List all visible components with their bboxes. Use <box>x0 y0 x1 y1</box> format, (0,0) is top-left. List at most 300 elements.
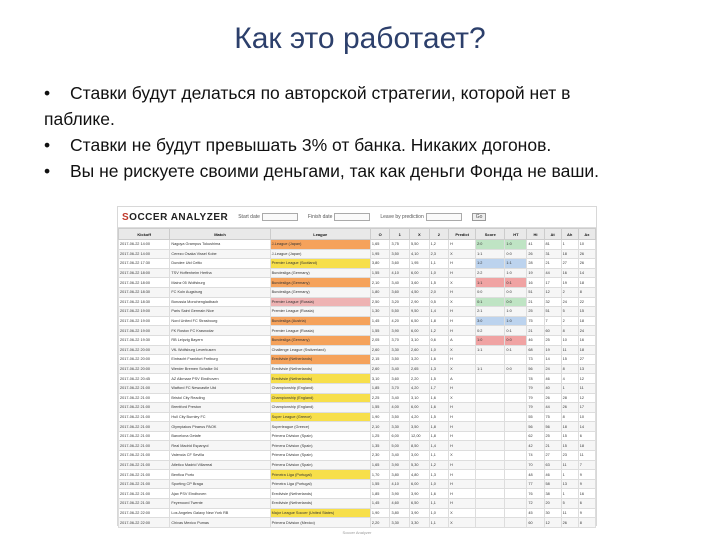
table-cell: 2017-06-22 19:00 <box>119 326 170 336</box>
column-header[interactable]: At <box>544 229 561 240</box>
table-row[interactable] <box>119 364 596 374</box>
table-cell: 1 <box>561 470 578 480</box>
table-cell: 26 <box>561 518 578 528</box>
table-cell: 56 <box>527 422 544 432</box>
table-cell: 81 <box>544 240 561 250</box>
table-cell: 1 <box>561 383 578 393</box>
table-cell: 1,90 <box>370 508 390 518</box>
table-cell: 3,10 <box>410 393 430 403</box>
table-row[interactable] <box>119 345 596 355</box>
table-cell: 1:0 <box>505 268 527 278</box>
table-cell: X <box>449 364 476 374</box>
table-cell: 0:2 <box>476 326 505 336</box>
table-cell: 1,8 <box>429 422 449 432</box>
table-cell: 6,00 <box>410 479 430 489</box>
table-row[interactable] <box>119 278 596 288</box>
table-cell: 56 <box>544 422 561 432</box>
table-row[interactable] <box>119 403 596 413</box>
table-cell: 6,00 <box>410 326 430 336</box>
table-row[interactable] <box>119 479 596 489</box>
table-cell: Hull City Burnley FC <box>170 412 270 422</box>
table-cell: 1,5 <box>429 278 449 288</box>
column-header[interactable]: HT <box>505 229 527 240</box>
table-cell: 1:0 <box>505 240 527 250</box>
table-cell <box>476 374 505 384</box>
table-cell: 16 <box>578 335 595 345</box>
table-cell: Brentford Preston <box>170 403 270 413</box>
table-cell: 2017-06-22 21:30 <box>119 499 170 509</box>
table-cell: 7 <box>578 460 595 470</box>
table-cell: 2017-06-22 21:00 <box>119 441 170 451</box>
table-row[interactable] <box>119 451 596 461</box>
table-cell <box>505 508 527 518</box>
table-cell: 2017-06-22 21:00 <box>119 451 170 461</box>
table-row[interactable] <box>119 297 596 307</box>
table-cell: 1,85 <box>370 383 390 393</box>
table-cell: Ajax PSV Eindhoven <box>170 489 270 499</box>
table-row[interactable] <box>119 355 596 365</box>
column-header[interactable]: Ax <box>578 229 595 240</box>
go-button[interactable]: Go <box>472 213 487 221</box>
table-cell: 3,60 <box>390 259 410 269</box>
table-cell: Primera Division (Spain) <box>270 451 370 461</box>
table-cell: 76 <box>527 489 544 499</box>
table-cell: 1,2 <box>429 240 449 250</box>
table-cell: 3,80 <box>390 508 410 518</box>
table-cell: 46 <box>527 335 544 345</box>
table-cell: RB Leipzig Bayern <box>170 335 270 345</box>
table-cell: 0,6 <box>429 335 449 345</box>
table-cell: 14 <box>544 355 561 365</box>
table-cell: 18 <box>578 316 595 326</box>
table-cell: H <box>449 412 476 422</box>
table-cell: 3,10 <box>410 335 430 345</box>
table-cell: 1:0 <box>505 307 527 317</box>
table-cell: 1,65 <box>370 460 390 470</box>
table-cell: 2017-06-22 21:00 <box>119 460 170 470</box>
table-cell: 2017-06-22 18:30 <box>119 287 170 297</box>
table-cell: 15 <box>561 355 578 365</box>
table-cell: 1:0 <box>505 316 527 326</box>
table-cell: 4,20 <box>410 412 430 422</box>
table-cell: 3,40 <box>390 364 410 374</box>
table-row[interactable] <box>119 287 596 297</box>
table-cell: 6,00 <box>410 403 430 413</box>
table-cell: 3,30 <box>410 518 430 528</box>
table-cell: X <box>449 297 476 307</box>
table-cell: 2017-06-22 21:00 <box>119 470 170 480</box>
table-cell: 3,00 <box>410 451 430 461</box>
table-cell: 1:1 <box>476 249 505 259</box>
table-cell <box>476 412 505 422</box>
table-cell: 24 <box>544 364 561 374</box>
table-cell: Superleague (Greece) <box>270 422 370 432</box>
table-cell: 6 <box>578 431 595 441</box>
table-cell: 0:0 <box>476 287 505 297</box>
table-cell: 26 <box>578 249 595 259</box>
table-cell: 1,2 <box>429 326 449 336</box>
table-cell: 26 <box>527 249 544 259</box>
table-cell: 32 <box>544 297 561 307</box>
table-cell: 2,65 <box>410 364 430 374</box>
table-cell: X <box>449 393 476 403</box>
table-cell: 2,05 <box>370 335 390 345</box>
table-cell: 44 <box>544 403 561 413</box>
table-cell: 1,35 <box>370 441 390 451</box>
table-row[interactable] <box>119 489 596 499</box>
table-cell: 70 <box>527 460 544 470</box>
table-cell: 2017-06-22 21:00 <box>119 422 170 432</box>
table-cell: 3,40 <box>390 393 410 403</box>
table-cell: 42 <box>527 441 544 451</box>
table-cell: 2,90 <box>410 297 430 307</box>
table-cell: 3,60 <box>410 278 430 288</box>
bullet-2: • Ставки не будут превышать 3% от банка. Никаких догонов. <box>44 135 552 155</box>
table-cell: 0,5 <box>429 297 449 307</box>
table-cell: 5,30 <box>410 460 430 470</box>
table-cell: 14 <box>578 268 595 278</box>
table-row[interactable] <box>119 316 596 326</box>
table-cell: H <box>449 431 476 441</box>
table-cell: Mainz 05 Wolfsburg <box>170 278 270 288</box>
table-cell: 48 <box>527 470 544 480</box>
table-cell: 2,25 <box>370 393 390 403</box>
table-row[interactable] <box>119 326 596 336</box>
table-cell: H <box>449 316 476 326</box>
column-header[interactable]: 1 <box>390 229 410 240</box>
table-cell: 24 <box>578 326 595 336</box>
table-cell: 56 <box>527 364 544 374</box>
table-cell: 2017-06-22 20:00 <box>119 355 170 365</box>
table-cell: 8,50 <box>410 441 430 451</box>
table-cell: 1,3 <box>429 364 449 374</box>
column-header[interactable]: Match <box>170 229 270 240</box>
table-cell: 9 <box>578 479 595 489</box>
table-cell: 40 <box>544 383 561 393</box>
table-cell: 13 <box>561 479 578 489</box>
table-cell: 4,50 <box>410 287 430 297</box>
table-cell: 5 <box>561 307 578 317</box>
table-cell: 0:1 <box>505 345 527 355</box>
table-cell: 21 <box>544 259 561 269</box>
table-cell: 3,50 <box>390 249 410 259</box>
table-cell: H <box>449 326 476 336</box>
table-cell: 12 <box>544 287 561 297</box>
table-cell: 26 <box>561 403 578 413</box>
table-cell: 3,30 <box>390 345 410 355</box>
table-cell: Bundesliga (Germany) <box>270 287 370 297</box>
table-cell: 1,0 <box>429 268 449 278</box>
table-cell <box>505 479 527 489</box>
table-cell: FK Rostov FC Krasnodar <box>170 326 270 336</box>
table-cell: 17 <box>544 278 561 288</box>
table-cell: 2,50 <box>370 297 390 307</box>
table-cell: 2017-06-22 22:00 <box>119 508 170 518</box>
table-cell: 2,20 <box>410 374 430 384</box>
table-cell: 16 <box>561 268 578 278</box>
table-cell: 9 <box>578 470 595 480</box>
table-cell: X <box>449 278 476 288</box>
table-row[interactable] <box>119 441 596 451</box>
table-cell: X <box>449 508 476 518</box>
table-cell: 10 <box>578 240 595 250</box>
table-cell: 1,6 <box>429 489 449 499</box>
table-cell: 19 <box>527 268 544 278</box>
table-row[interactable] <box>119 518 596 528</box>
table-cell: 2,60 <box>370 364 390 374</box>
table-cell: 1,4 <box>429 307 449 317</box>
table-cell: 3,60 <box>390 287 410 297</box>
matches-table <box>118 228 596 528</box>
table-cell: 3,20 <box>410 355 430 365</box>
table-cell: 3,80 <box>390 470 410 480</box>
table-cell: H <box>449 383 476 393</box>
table-cell <box>476 460 505 470</box>
table-cell: Primera Division (Spain) <box>270 441 370 451</box>
table-cell: 1,1 <box>429 451 449 461</box>
table-cell: 25 <box>544 335 561 345</box>
table-cell <box>505 451 527 461</box>
table-cell: 2017-06-22 21:00 <box>119 412 170 422</box>
table-cell: 8 <box>578 518 595 528</box>
table-cell <box>505 431 527 441</box>
table-cell <box>476 479 505 489</box>
table-cell: Nord United FC Strasbourg <box>170 316 270 326</box>
prediction-filter[interactable]: Leave by prediction <box>380 213 461 221</box>
table-cell: H <box>449 441 476 451</box>
table-cell: Feyenoord Twente <box>170 499 270 509</box>
table-cell: 1,5 <box>429 374 449 384</box>
table-cell: 5,00 <box>390 441 410 451</box>
table-cell: 51 <box>544 307 561 317</box>
table-cell <box>505 460 527 470</box>
table-cell: 4,10 <box>390 268 410 278</box>
table-cell: 18 <box>578 278 595 288</box>
table-cell: 6,50 <box>410 316 430 326</box>
column-header[interactable]: 2 <box>429 229 449 240</box>
table-cell <box>476 383 505 393</box>
table-cell: 21 <box>527 297 544 307</box>
table-cell: 11 <box>561 345 578 355</box>
table-cell: Bundesliga (Germany) <box>270 278 370 288</box>
table-cell: 1,90 <box>370 412 390 422</box>
table-row[interactable] <box>119 249 596 259</box>
table-cell: 25 <box>544 431 561 441</box>
table-cell: 2017-06-22 18:00 <box>119 268 170 278</box>
table-row[interactable] <box>119 422 596 432</box>
table-cell: 3,70 <box>390 335 410 345</box>
column-header[interactable]: Ah <box>561 229 578 240</box>
table-row[interactable] <box>119 240 596 250</box>
slide-title: Как это работает? <box>234 22 486 55</box>
column-header[interactable]: Score <box>476 229 505 240</box>
table-cell: 3,90 <box>390 326 410 336</box>
table-cell: 77 <box>527 479 544 489</box>
table-cell: 2:0 <box>476 240 505 250</box>
table-cell: 0:1 <box>505 278 527 288</box>
table-row[interactable] <box>119 307 596 317</box>
table-cell: 3,90 <box>410 489 430 499</box>
table-cell: H <box>449 355 476 365</box>
table-cell: Premier League (Russia) <box>270 297 370 307</box>
table-cell: 1,55 <box>370 403 390 413</box>
table-cell: 4,20 <box>390 316 410 326</box>
table-cell: Major League Soccer (United States) <box>270 508 370 518</box>
table-cell <box>505 383 527 393</box>
table-cell: 18 <box>578 441 595 451</box>
table-row[interactable] <box>119 374 596 384</box>
finish-date-field[interactable]: Finish date <box>308 213 370 221</box>
column-header[interactable]: Kickoff <box>119 229 170 240</box>
table-cell: Bundesliga (Germany) <box>270 335 370 345</box>
table-cell: 4 <box>561 374 578 384</box>
table-cell <box>476 518 505 528</box>
table-cell: Premier League (Scotland) <box>270 259 370 269</box>
table-cell: 1:2 <box>476 259 505 269</box>
table-cell: 0:0 <box>505 287 527 297</box>
table-cell: 3,50 <box>390 412 410 422</box>
table-cell: Primeira Liga (Portugal) <box>270 479 370 489</box>
table-row[interactable] <box>119 431 596 441</box>
table-cell <box>505 499 527 509</box>
table-row[interactable] <box>119 460 596 470</box>
table-cell: 25 <box>527 307 544 317</box>
table-cell: 0:0 <box>505 297 527 307</box>
start-date-field[interactable]: Start date <box>238 213 298 221</box>
bullet-3: • Вы не рискуете своими деньгами, так как деньги Фонда не ваши. <box>44 161 599 181</box>
table-row[interactable] <box>119 470 596 480</box>
table-cell: X <box>449 249 476 259</box>
table-cell: 16 <box>527 278 544 288</box>
table-cell: 27 <box>544 451 561 461</box>
table-cell: 0:1 <box>505 326 527 336</box>
table-cell: 28 <box>527 259 544 269</box>
soccer-analyzer-screenshot <box>117 206 597 535</box>
table-row[interactable] <box>119 383 596 393</box>
table-cell <box>505 412 527 422</box>
table-cell: 62 <box>527 431 544 441</box>
table-cell: Dundee Utd Celtic <box>170 259 270 269</box>
table-cell: 2017-06-22 20:00 <box>119 345 170 355</box>
table-cell <box>476 508 505 518</box>
table-cell: 3,40 <box>390 451 410 461</box>
table-cell: 2,3 <box>429 249 449 259</box>
table-cell: 3,10 <box>370 374 390 384</box>
table-cell: Valencia CF Sevilla <box>170 451 270 461</box>
table-cell: 4,10 <box>410 249 430 259</box>
column-header[interactable]: Predict <box>449 229 476 240</box>
table-cell: 23 <box>561 451 578 461</box>
table-row[interactable] <box>119 268 596 278</box>
table-cell: 18 <box>561 422 578 432</box>
table-cell: 19 <box>544 345 561 355</box>
table-cell: 11 <box>578 383 595 393</box>
table-cell: 2017-06-22 19:00 <box>119 307 170 317</box>
table-cell: 1,0 <box>429 479 449 489</box>
table-row[interactable] <box>119 412 596 422</box>
table-row[interactable] <box>119 508 596 518</box>
table-cell: Premier League (Russia) <box>270 307 370 317</box>
table-cell: 30 <box>544 508 561 518</box>
table-cell: H <box>449 240 476 250</box>
table-cell: Werder Bremen Schalke 04 <box>170 364 270 374</box>
table-row[interactable] <box>119 259 596 269</box>
table-cell: 11 <box>578 451 595 461</box>
table-cell: 2 <box>561 287 578 297</box>
table-cell: 3,50 <box>390 355 410 365</box>
table-cell: 7 <box>544 316 561 326</box>
table-cell: 2017-06-22 21:00 <box>119 403 170 413</box>
table-cell: 2,0 <box>429 287 449 297</box>
table-header <box>119 229 596 240</box>
table-cell: 1,30 <box>370 307 390 317</box>
table-cell <box>476 431 505 441</box>
table-cell: FC Koln Augsburg <box>170 287 270 297</box>
table-cell: 1:0 <box>476 335 505 345</box>
table-cell <box>476 489 505 499</box>
table-cell: 1,1 <box>429 518 449 528</box>
table-cell: 46 <box>544 470 561 480</box>
table-cell: 2017-06-22 19:00 <box>119 316 170 326</box>
table-cell: 3:0 <box>476 316 505 326</box>
table-cell: A <box>449 335 476 345</box>
bullet-list <box>44 80 704 184</box>
table-cell: AZ Alkmaar PSV Eindhoven <box>170 374 270 384</box>
table-cell: 2017-06-22 14:00 <box>119 240 170 250</box>
table-cell <box>505 374 527 384</box>
table-cell: 1,80 <box>370 287 390 297</box>
table-cell: 2,30 <box>370 451 390 461</box>
table-cell: 11 <box>561 460 578 470</box>
table-cell: Sporting CP Braga <box>170 479 270 489</box>
table-cell: 60 <box>544 326 561 336</box>
table-cell: 4,00 <box>390 403 410 413</box>
table-cell: 15 <box>561 431 578 441</box>
table-cell: Eredivisie (Netherlands) <box>270 364 370 374</box>
column-header[interactable]: Hi <box>527 229 544 240</box>
table-cell: 3,30 <box>390 422 410 432</box>
table-cell: 2:1 <box>476 307 505 317</box>
column-header[interactable]: X <box>410 229 430 240</box>
table-cell: Primeira Liga (Portugal) <box>270 470 370 480</box>
table-cell: 26 <box>578 259 595 269</box>
table-row[interactable] <box>119 499 596 509</box>
table-cell: 74 <box>527 451 544 461</box>
table-cell <box>505 422 527 432</box>
table-cell: 78 <box>527 374 544 384</box>
column-header[interactable]: O <box>370 229 390 240</box>
table-cell: J-League (Japan) <box>270 249 370 259</box>
table-cell: 17 <box>578 403 595 413</box>
table-cell: 21 <box>527 326 544 336</box>
table-row[interactable] <box>119 335 596 345</box>
table-cell: 18 <box>561 249 578 259</box>
column-header[interactable]: League <box>270 229 370 240</box>
table-cell: 2017-06-22 17:30 <box>119 259 170 269</box>
table-cell: 12 <box>578 393 595 403</box>
table-cell: 13 <box>578 364 595 374</box>
table-cell: 24 <box>561 297 578 307</box>
soccer-analyzer-logo: SOCCER ANALYZER <box>122 211 229 223</box>
table-row[interactable] <box>119 393 596 403</box>
table-cell <box>505 355 527 365</box>
table-cell: Cerezo Osaka Vissel Kobe <box>170 249 270 259</box>
table-cell: H <box>449 470 476 480</box>
table-cell: 1 <box>561 489 578 499</box>
table-cell: H <box>449 307 476 317</box>
table-cell: 2017-06-22 21:00 <box>119 393 170 403</box>
table-cell: 5,50 <box>390 307 410 317</box>
